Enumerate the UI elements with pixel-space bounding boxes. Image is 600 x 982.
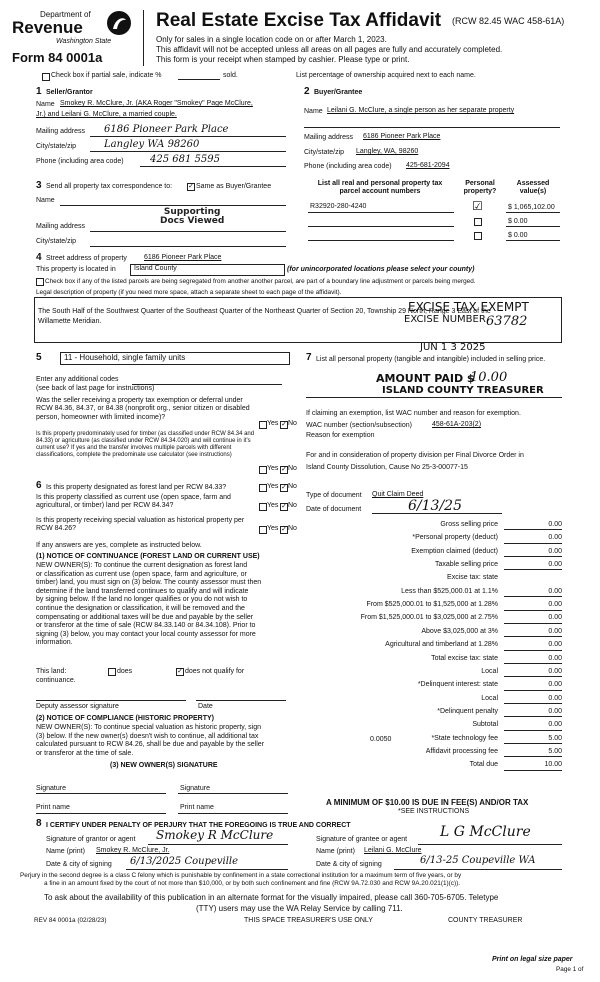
- additional-codes-hint: (see back of last page for instructions): [36, 385, 155, 392]
- assessor-date-label: Date: [198, 703, 213, 710]
- located-label: This property is located in: [36, 266, 116, 273]
- header-note1: Only for sales in a single location code on or after March 1, 2023.: [156, 35, 387, 44]
- tax-row-label: Local: [481, 667, 498, 675]
- wac-label: WAC number (section/subsection): [306, 422, 412, 429]
- continuance-label: continuance.: [36, 677, 76, 684]
- tax-row-label: *State technology fee: [431, 734, 498, 742]
- parcel-personal-checkbox[interactable]: ☑: [472, 199, 483, 213]
- legal-label: Legal description of property (if you need more space, attach a separate sheet to each page of the affidavit).: [36, 289, 342, 296]
- partial-sale-sold: sold.: [223, 72, 238, 79]
- certify-number: 8: [36, 818, 42, 829]
- land-label: This land:: [36, 668, 67, 675]
- seller-exemption-yes-checkbox[interactable]: [259, 421, 267, 429]
- correspondence-heading: Send all property tax correspondence to:: [46, 183, 173, 190]
- print-name-label: Print name: [180, 804, 214, 811]
- tax-row-value[interactable]: 0.00: [504, 561, 562, 570]
- seller-phone-value[interactable]: 425 681 5595: [150, 154, 220, 165]
- notice1-line: signing (3) below, you may contact your local county assessor for more: [36, 630, 256, 638]
- no-label: No: [288, 483, 297, 490]
- tax-row-label: *Delinquent penalty: [437, 707, 498, 715]
- tax-row-label: Excise tax: state: [447, 574, 498, 582]
- no-label: No: [288, 502, 297, 509]
- forest-complete-note: If any answers are yes, complete as instructed below.: [36, 542, 202, 549]
- forest-q3-yes-checkbox[interactable]: [259, 526, 267, 534]
- exemption-label: If claiming an exemption, list WAC number and reason for exemption.: [306, 410, 521, 417]
- seller-number: 1: [36, 86, 42, 97]
- notice3-title: (3) NEW OWNER(S) SIGNATURE: [110, 762, 218, 769]
- yes-label: Yes: [267, 420, 279, 427]
- perjury-line2: a fine in an amount fixed by the court of not more than $10,000, or by both such confinement and fine (RCW 9A.72.030 and RCW 9A.20.021(1)(c)).: [44, 880, 460, 887]
- notice1-line: information.: [36, 639, 73, 647]
- notice1-line: by signing below. If the land no longer qualifies or you do not wish to: [36, 596, 248, 604]
- doc-type-label: Type of document: [306, 492, 362, 499]
- land-does-checkbox[interactable]: [108, 668, 116, 676]
- tax-row-label: From $525,000.01 to $1,525,000 at 1.28%: [366, 601, 498, 609]
- land-does-not-label: does not qualify for: [185, 668, 245, 675]
- notice1-line: or classification as current use (open space, farm and agriculture, or: [36, 570, 247, 578]
- tax-row-value[interactable]: 0.00: [504, 708, 562, 717]
- tax-row-value[interactable]: 0.00: [504, 628, 562, 637]
- grantee-name[interactable]: Leilani G. McClure: [364, 847, 422, 854]
- forest-q2-yes-checkbox[interactable]: [259, 503, 267, 511]
- land-use-number: 5: [36, 352, 42, 363]
- forest-q2: Is this property classified as current use (open space, farm and agricultural, or timber) land per RCW 84.34?: [36, 494, 231, 510]
- assessor-sig-label: Deputy assessor signature: [36, 703, 119, 710]
- reason-label: Reason for exemption: [306, 432, 375, 439]
- stamp-line1: Supporting: [163, 207, 221, 217]
- correspondence-name-label: Name: [36, 197, 55, 204]
- notice1-title: (1) NOTICE OF CONTINUANCE (FOREST LAND OR CURRENT USE): [36, 553, 260, 560]
- perjury-line1: Perjury in the second degree is a class C felony which is punishable by confinement in a state correctional institution for a maximum term of five years, or by: [20, 872, 462, 879]
- tax-row-label: Affidavit processing fee: [425, 747, 498, 755]
- tax-row-label: *Delinquent interest: state: [417, 681, 498, 689]
- same-as-buyer-checkbox[interactable]: ✓: [188, 183, 194, 190]
- forest-q1: Is this property designated as forest land per RCW 84.33?: [46, 484, 227, 491]
- doc-date-value[interactable]: 6/13/25: [408, 498, 462, 514]
- seller-name-line1[interactable]: Smokey R. McClure, Jr. (AKA Roger "Smokey" Page McClure,: [60, 100, 253, 107]
- land-does-not-checkbox[interactable]: ✓: [177, 668, 183, 675]
- street-value[interactable]: 6186 Pioneer Park Place: [144, 254, 222, 261]
- yes-label: Yes: [267, 525, 279, 532]
- grantor-sig-label: Signature of grantor or agent: [46, 836, 136, 843]
- land-use-select[interactable]: [60, 352, 290, 365]
- tax-row-value[interactable]: 0.00: [504, 721, 562, 730]
- notice1-line: compensating or additional taxes will be due and payable by the seller: [36, 613, 254, 621]
- form-number: Form 84 0001a: [12, 50, 103, 65]
- tax-row-label: Total excise tax: state: [431, 654, 498, 662]
- correspondence-city-field[interactable]: [90, 246, 286, 247]
- alt-format-line1: To ask about the availability of this publication in an alternate format for the visually impaired, please call 360-705-6705. Teletype: [44, 893, 499, 902]
- yes-label: Yes: [267, 465, 279, 472]
- tax-row-value[interactable]: 0.00: [504, 521, 562, 530]
- grantor-date-label: Date & city of signing: [46, 861, 112, 868]
- page-number: Page 1 of: [556, 966, 584, 973]
- grantee-date-label: Date & city of signing: [316, 861, 382, 868]
- tax-row-label: Less than $525,000.01 at 1.1%: [401, 587, 498, 595]
- tax-row-value[interactable]: 0.00: [504, 614, 562, 623]
- correspondence-name-field[interactable]: [60, 205, 286, 206]
- tax-row-value[interactable]: 0.00: [504, 695, 562, 704]
- buyer-name-value[interactable]: Leilani G. McClure, a single person as her separate property: [327, 107, 515, 114]
- tax-row-label: Taxable selling price: [434, 561, 498, 569]
- timber-yes-checkbox[interactable]: [259, 466, 267, 474]
- buyer-phone-value[interactable]: 425-681-2094: [406, 162, 450, 169]
- forest-number: 6: [36, 480, 42, 491]
- tax-row-value[interactable]: 0.00: [504, 548, 562, 557]
- segregated-label: Check box if any of the listed parcels are being segregated from another another parcel, are part of a boundary line adjustment or parcels being merged.: [45, 278, 476, 285]
- grantor-date[interactable]: 6/13/2025 Coupeville: [130, 856, 239, 867]
- ownership-label: List percentage of ownership acquired next to each name.: [296, 72, 476, 79]
- tax-row-value[interactable]: 5.00: [504, 748, 562, 757]
- tax-row-label: Subtotal: [472, 721, 498, 729]
- buyer-city-value[interactable]: Langley, WA, 98260: [356, 148, 419, 155]
- parcels-heading: List all real and personal property tax parcel account numbers: [317, 180, 443, 196]
- tax-row-value[interactable]: 0.00: [504, 601, 562, 610]
- seller-name-label: Name: [36, 101, 55, 108]
- notice2-line: NEW OWNER(S): To continue special valuation as historic property, sign: [36, 724, 261, 731]
- tax-row-value[interactable]: 0.00: [504, 668, 562, 677]
- grantee-signature[interactable]: L G McClure: [440, 824, 531, 840]
- segregated-checkbox[interactable]: [36, 278, 44, 286]
- buyer-mailing-label: Mailing address: [304, 134, 354, 141]
- yes-label: Yes: [267, 502, 279, 509]
- buyer-city-label: City/state/zip: [304, 149, 345, 156]
- forest-q1-no-checkbox[interactable]: ✓: [281, 484, 287, 491]
- exempt-stamp-date: JUN 1 3 2025: [420, 342, 486, 353]
- tax-row-label: *Personal property (deduct): [412, 534, 498, 542]
- tax-row-value[interactable]: 5.00: [504, 735, 562, 744]
- notice1-line: or transferor at the time of sale (RCW 84.33.140 or 84.34.108). Prior to: [36, 622, 256, 630]
- forest-q2-no-checkbox[interactable]: ✓: [281, 503, 287, 510]
- tax-row-label: Gross selling price: [440, 521, 498, 528]
- located-note: (for unincorporated locations please select your county): [287, 266, 475, 273]
- correspondence-mailing-label: Mailing address: [36, 223, 86, 230]
- seller-name-line2[interactable]: Jr.) and Leilani G. McClure, a married couple.: [36, 111, 177, 118]
- grantor-name[interactable]: Smokey R. McClure, Jr.: [96, 847, 170, 854]
- notice1-body: [36, 562, 261, 648]
- grantee-date[interactable]: 6/13-25 Coupeville WA: [420, 855, 536, 866]
- personal-prop-number: 7: [306, 352, 312, 363]
- land-use-select-value: 11 - Household, single family units: [64, 353, 186, 362]
- correspondence-mailing-field[interactable]: [90, 231, 286, 232]
- yes-label: Yes: [267, 483, 279, 490]
- no-label: No: [288, 420, 297, 427]
- partial-sale-percent-field[interactable]: [178, 79, 220, 80]
- tax-row-label: From $1,525,000.01 to $3,025,000 at 2.75%: [360, 614, 498, 622]
- same-as-buyer-label: Same as Buyer/Grantee: [196, 183, 272, 190]
- notice2-line: or transferor at the time of sale.: [36, 749, 134, 757]
- tax-row-label: Above $3,025,000 at 3%: [421, 627, 498, 635]
- buyer-phone-label: Phone (including area code): [304, 163, 392, 170]
- parcel-personal-checkbox[interactable]: [474, 218, 482, 226]
- buyer-mailing-value[interactable]: 6186 Pioneer Park Place: [363, 133, 441, 140]
- tax-row-value[interactable]: 0.00: [504, 655, 562, 664]
- local-rate: 0.0050: [370, 736, 392, 743]
- exempt-stamp-line2: EXCISE NUMBER: [404, 314, 486, 325]
- tax-row-label: Total due: [469, 761, 498, 769]
- parcels-personal-heading: Personal property?: [463, 180, 497, 196]
- land-does-label: does: [117, 668, 133, 675]
- forest-q1-yes-checkbox[interactable]: [259, 484, 267, 492]
- header-note2: This affidavit will not be accepted unless all areas on all pages are fully and accurately completed.: [156, 45, 503, 54]
- county-select-value: Island County: [134, 265, 177, 272]
- partial-sale-checkbox[interactable]: [42, 73, 50, 81]
- notice2-line: calculated pursuant to RCW 84.26, shall be due and payable by the seller: [36, 741, 265, 749]
- tax-row-label: Agricultural and timberland at 1.28%: [385, 641, 498, 649]
- seller-phone-label: Phone (including area code): [36, 158, 124, 165]
- correspondence-city-label: City/state/zip: [36, 238, 77, 245]
- dor-logo-icon: [106, 10, 132, 36]
- dept-line1: Department of: [40, 10, 91, 19]
- stamp-line2: Docs Viewed: [160, 216, 225, 226]
- parcel-value[interactable]: $ 0.00: [508, 218, 528, 225]
- additional-codes-label: Enter any additional codes: [36, 376, 119, 383]
- signature-label: Signature: [180, 785, 210, 792]
- signature-label: Signature: [36, 785, 66, 792]
- exempt-stamp-number: 63782: [486, 314, 528, 329]
- treasurer-only: THIS SPACE TREASURER'S USE ONLY: [244, 917, 373, 924]
- seller-mailing-value[interactable]: 6186 Pioneer Park Place: [104, 124, 229, 135]
- no-label: No: [288, 465, 297, 472]
- buyer-name-label: Name: [304, 108, 323, 115]
- revision: REV 84 0001a (02/28/23): [34, 917, 107, 924]
- grantee-name-label: Name (print): [316, 848, 355, 855]
- tax-row-value[interactable]: 0.00: [504, 534, 562, 543]
- notice1-line: NEW OWNER(S): To continue the current designation as forest land: [36, 562, 248, 569]
- buyer-heading: Buyer/Grantee: [314, 89, 363, 96]
- tax-row-value[interactable]: 10.00: [504, 761, 562, 770]
- title-ref: (RCW 82.45 WAC 458-61A): [452, 16, 565, 26]
- new-owner-print-field[interactable]: [36, 813, 166, 814]
- parcel-value[interactable]: $ 1,065,102.00: [508, 204, 555, 211]
- parcel-number-field[interactable]: [308, 240, 454, 241]
- county-select[interactable]: [130, 264, 285, 276]
- legal-size-note: Print on legal size paper: [492, 956, 573, 963]
- parcel-number[interactable]: R32920-280-4240: [310, 203, 367, 210]
- certify-heading: I CERTIFY UNDER PENALTY OF PERJURY THAT THE FOREGOING IS TRUE AND CORRECT: [46, 822, 351, 829]
- page-title: Real Estate Excise Tax Affidavit: [156, 10, 442, 31]
- seller-city-label: City/state/zip: [36, 143, 77, 150]
- street-label: Street address of property: [46, 255, 127, 262]
- additional-codes-field[interactable]: [132, 384, 282, 385]
- notice1-line: continue the designation or classification, it will be removed and the: [36, 604, 245, 612]
- seller-heading: Seller/Grantor: [46, 89, 93, 96]
- see-instructions: *SEE INSTRUCTIONS: [398, 808, 470, 815]
- dept-logo-text: Revenue: [12, 18, 83, 37]
- notice2-body: [36, 724, 264, 758]
- seller-mailing-label: Mailing address: [36, 128, 86, 135]
- forest-q3: Is this property receiving special valuation as historical property per RCW 84.26?: [36, 517, 245, 533]
- seller-exemption-no-checkbox[interactable]: ✓: [281, 421, 287, 428]
- grantee-sig-label: Signature of grantee or agent: [316, 836, 408, 843]
- partial-sale-label: Check box if partial sale, indicate %: [51, 72, 162, 79]
- timber-question: Is this property predominately used for timber (as classified under RCW 84.34 and 84.33) or agriculture (as classified under RCW 84.34.020) and will continue in it's current use? If yes and the transfer involves multiple parcels with different classifications, complete the predominate use calculator (see instructions): [36, 431, 255, 458]
- grantor-name-label: Name (print): [46, 848, 85, 855]
- header-note3: This form is your receipt when stamped by cashier. Please type or print.: [156, 55, 410, 64]
- no-label: No: [288, 525, 297, 532]
- correspondence-number: 3: [36, 180, 42, 191]
- assessor-signature-field[interactable]: [36, 700, 186, 701]
- treasurer-stamp: ISLAND COUNTY TREASURER: [382, 385, 544, 396]
- doc-type-value[interactable]: Quit Claim Deed: [372, 491, 424, 498]
- alt-format-line2: (TTY) users may use the WA Relay Service by calling 711.: [196, 904, 403, 913]
- amount-paid-label: AMOUNT PAID $: [376, 372, 475, 385]
- reason-value-line1[interactable]: For and in consideration of property division per Final Divorce Order in: [306, 452, 524, 459]
- county-treasurer: COUNTY TREASURER: [448, 917, 523, 924]
- legal-text-line2: Willamette Meridian.: [38, 318, 102, 325]
- minimum-note: A MINIMUM OF $10.00 IS DUE IN FEE(S) AND/OR TAX: [326, 798, 529, 807]
- parcel-number-field[interactable]: [308, 226, 454, 227]
- personal-prop-label: List all personal property (tangible and intangible) included in selling price.: [316, 356, 546, 363]
- grantor-signature[interactable]: Smokey R McClure: [156, 828, 274, 842]
- amount-paid-value: 10.00: [470, 370, 508, 385]
- reason-value-line2[interactable]: Island County Dissolution, Cause No 25-3-00077-15: [306, 464, 468, 471]
- seller-exemption-question: Was the seller receiving a property tax exemption or deferral under RCW 84.36, 84.37, or 84.38 (nonprofit org., senior citizen or disabled person, homeowner with limited income)?: [36, 397, 250, 421]
- new-owner-print2-field[interactable]: [178, 813, 288, 814]
- parcels-assessed-heading: Assessed value(s): [516, 180, 550, 196]
- notice1-line: determine if the land transferred continues to qualify and will indicate: [36, 587, 249, 595]
- buyer-number: 2: [304, 86, 310, 97]
- tax-row-label: Local: [481, 694, 498, 702]
- parcel-value[interactable]: $ 0.00: [508, 232, 528, 239]
- parcel-personal-checkbox[interactable]: [474, 232, 482, 240]
- notice2-line: (3) below. If the new owner(s) doesn't wish to continue, all additional tax: [36, 732, 259, 740]
- supporting-docs-stamp: [160, 208, 224, 226]
- assessor-date-field[interactable]: [196, 700, 286, 701]
- legal-text-line1: The South Half of the Southwest Quarter of the Southeast Quarter of the Northeast Quarter of Section 20, Township 29 North, Range 3 East of the: [38, 308, 491, 315]
- exempt-stamp-line1: EXCISE TAX EXEMPT: [408, 300, 529, 314]
- forest-q3-no-checkbox[interactable]: ✓: [281, 526, 287, 533]
- tax-row-label: Exemption claimed (deduct): [411, 547, 498, 555]
- notice1-line: timber) land, you must sign on (3) below. The county assessor must then: [36, 579, 262, 587]
- notice2-title: (2) NOTICE OF COMPLIANCE (HISTORIC PROPERTY): [36, 715, 214, 722]
- tax-row-value[interactable]: 0.00: [504, 641, 562, 650]
- tax-row-value[interactable]: 0.00: [504, 588, 562, 597]
- timber-no-checkbox[interactable]: ✓: [281, 466, 287, 473]
- doc-date-label: Date of document: [306, 506, 362, 513]
- location-number: 4: [36, 252, 42, 263]
- tax-row-value[interactable]: 0.00: [504, 681, 562, 690]
- wac-value[interactable]: 458-61A-203(2): [432, 421, 482, 428]
- seller-city-value[interactable]: Langley WA 98260: [104, 139, 200, 150]
- dept-line3: Washington State: [56, 38, 112, 45]
- print-name-label: Print name: [36, 804, 70, 811]
